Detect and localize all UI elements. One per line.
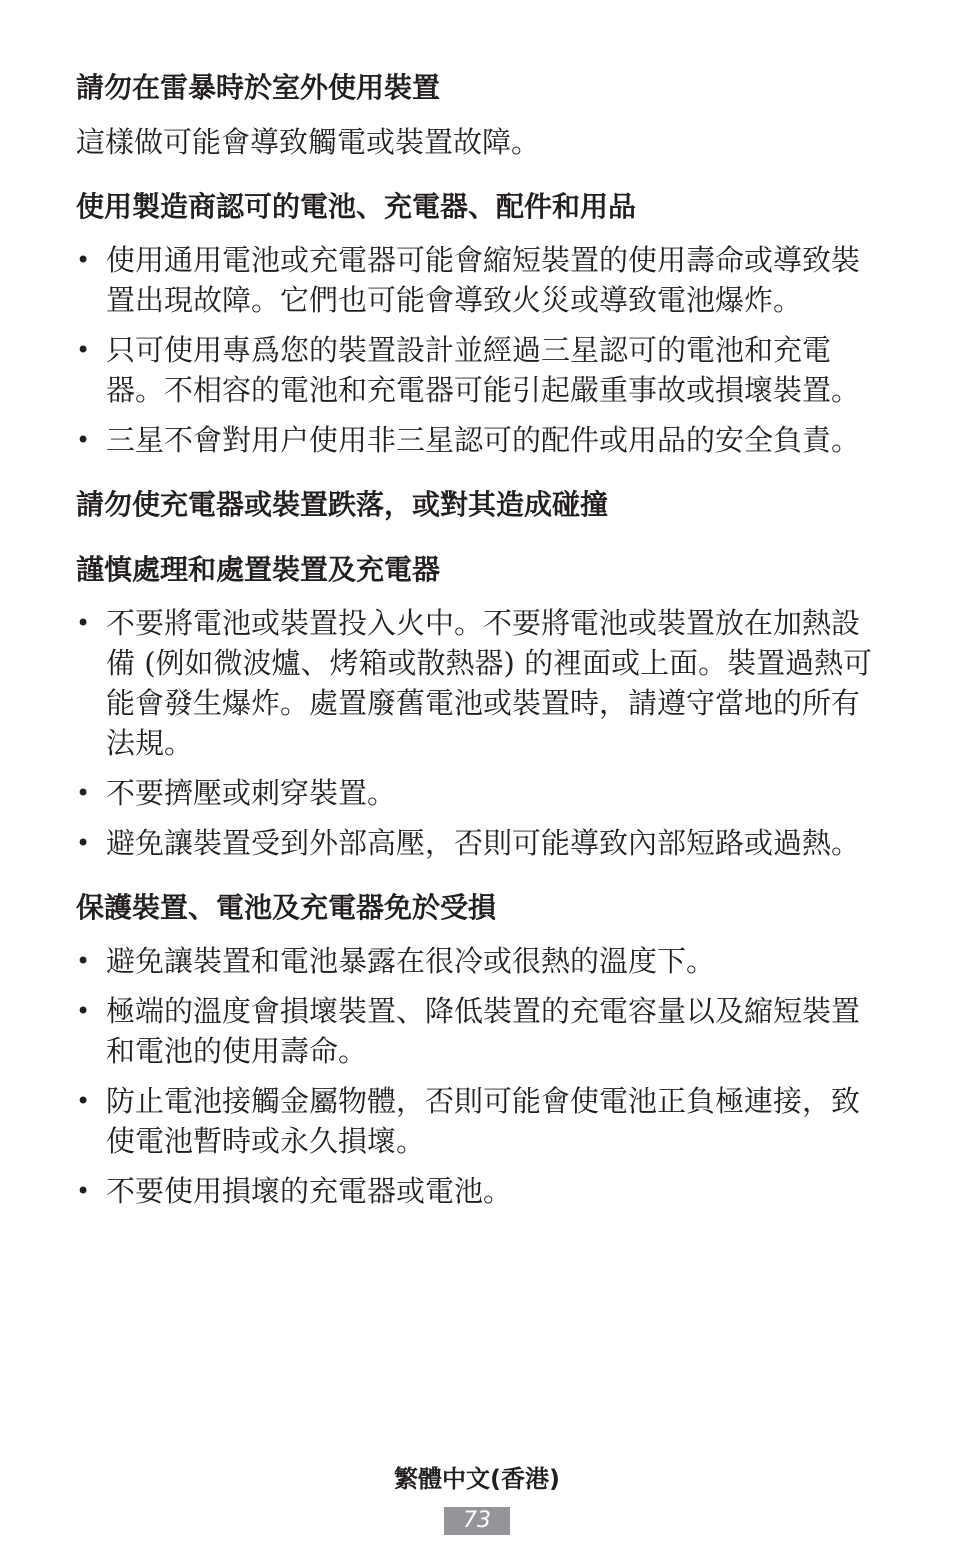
section-handle-dispose [76,550,876,863]
bullet-icon: • [76,947,91,975]
document-body [76,68,876,1221]
section-drop-impact [76,485,876,525]
bullet-icon: • [76,609,91,637]
section-paragraph: 這樣做可能會導致觸電或裝置故障。 [76,125,541,159]
list-item-text: 防止電池接觸金屬物體，否則可能會使電池正負極連接，致使電池暫時或永久損壞。 [106,1084,861,1158]
section-heading: 謹慎處理和處置裝置及充電器 [76,553,441,586]
bullet-icon: • [76,246,91,274]
section-heading: 使用製造商認可的電池、充電器、配件和用品 [76,190,637,223]
list-item [76,240,876,320]
list-item [76,1171,876,1211]
section-heading: 請勿使充電器或裝置跌落，或對其造成碰撞 [76,488,609,521]
bullet-icon: • [76,829,91,857]
list-item [76,823,876,863]
footer-language-label: 繁體中文(香港) [394,1465,560,1493]
list-item [76,773,876,813]
section-heading: 請勿在雷暴時於室外使用裝置 [76,71,441,104]
bullet-icon: • [76,997,91,1025]
bullet-list [76,603,876,863]
section-protect-damage [76,888,876,1211]
bullet-icon: • [76,1177,91,1205]
bullet-icon: • [76,779,91,807]
list-item-text: 三星不會對用户使用非三星認可的配件或用品的安全負責。 [106,423,861,457]
bullet-list [76,941,876,1211]
list-item [76,1081,876,1161]
section-thunderstorm [76,68,876,162]
section-heading: 保護裝置、電池及充電器免於受損 [76,891,497,924]
bullet-list [76,240,876,460]
list-item-text: 使用通用電池或充電器可能會縮短裝置的使用壽命或導致裝置出現故障。它們也可能會導致火災或導致電池爆炸。 [106,243,861,317]
section-approved-accessories [76,187,876,460]
list-item-text: 不要將電池或裝置投入火中。不要將電池或裝置放在加熱設備 (例如微波爐、烤箱或散熱器) 的裡面或上面。裝置過熱可能會發生爆炸。處置廢舊電池或裝置時，請遵守當地的所有法規。 [106,606,873,760]
bullet-icon: • [76,336,91,364]
list-item [76,603,876,763]
page-number-badge: 73 [444,1507,510,1535]
list-item [76,330,876,410]
list-item [76,991,876,1071]
list-item-text: 不要擠壓或刺穿裝置。 [106,776,397,810]
list-item-text: 只可使用專爲您的裝置設計並經過三星認可的電池和充電器。不相容的電池和充電器可能引起嚴重事故或損壞裝置。 [106,333,861,407]
list-item-text: 避免讓裝置和電池暴露在很冷或很熱的溫度下。 [106,944,716,978]
list-item-text: 不要使用損壞的充電器或電池。 [106,1174,513,1208]
bullet-icon: • [76,426,91,454]
list-item-text: 極端的溫度會損壞裝置、降低裝置的充電容量以及縮短裝置和電池的使用壽命。 [106,994,861,1068]
bullet-icon: • [76,1087,91,1115]
list-item [76,941,876,981]
list-item [76,420,876,460]
list-item-text: 避免讓裝置受到外部高壓，否則可能導致內部短路或過熱。 [106,826,861,860]
